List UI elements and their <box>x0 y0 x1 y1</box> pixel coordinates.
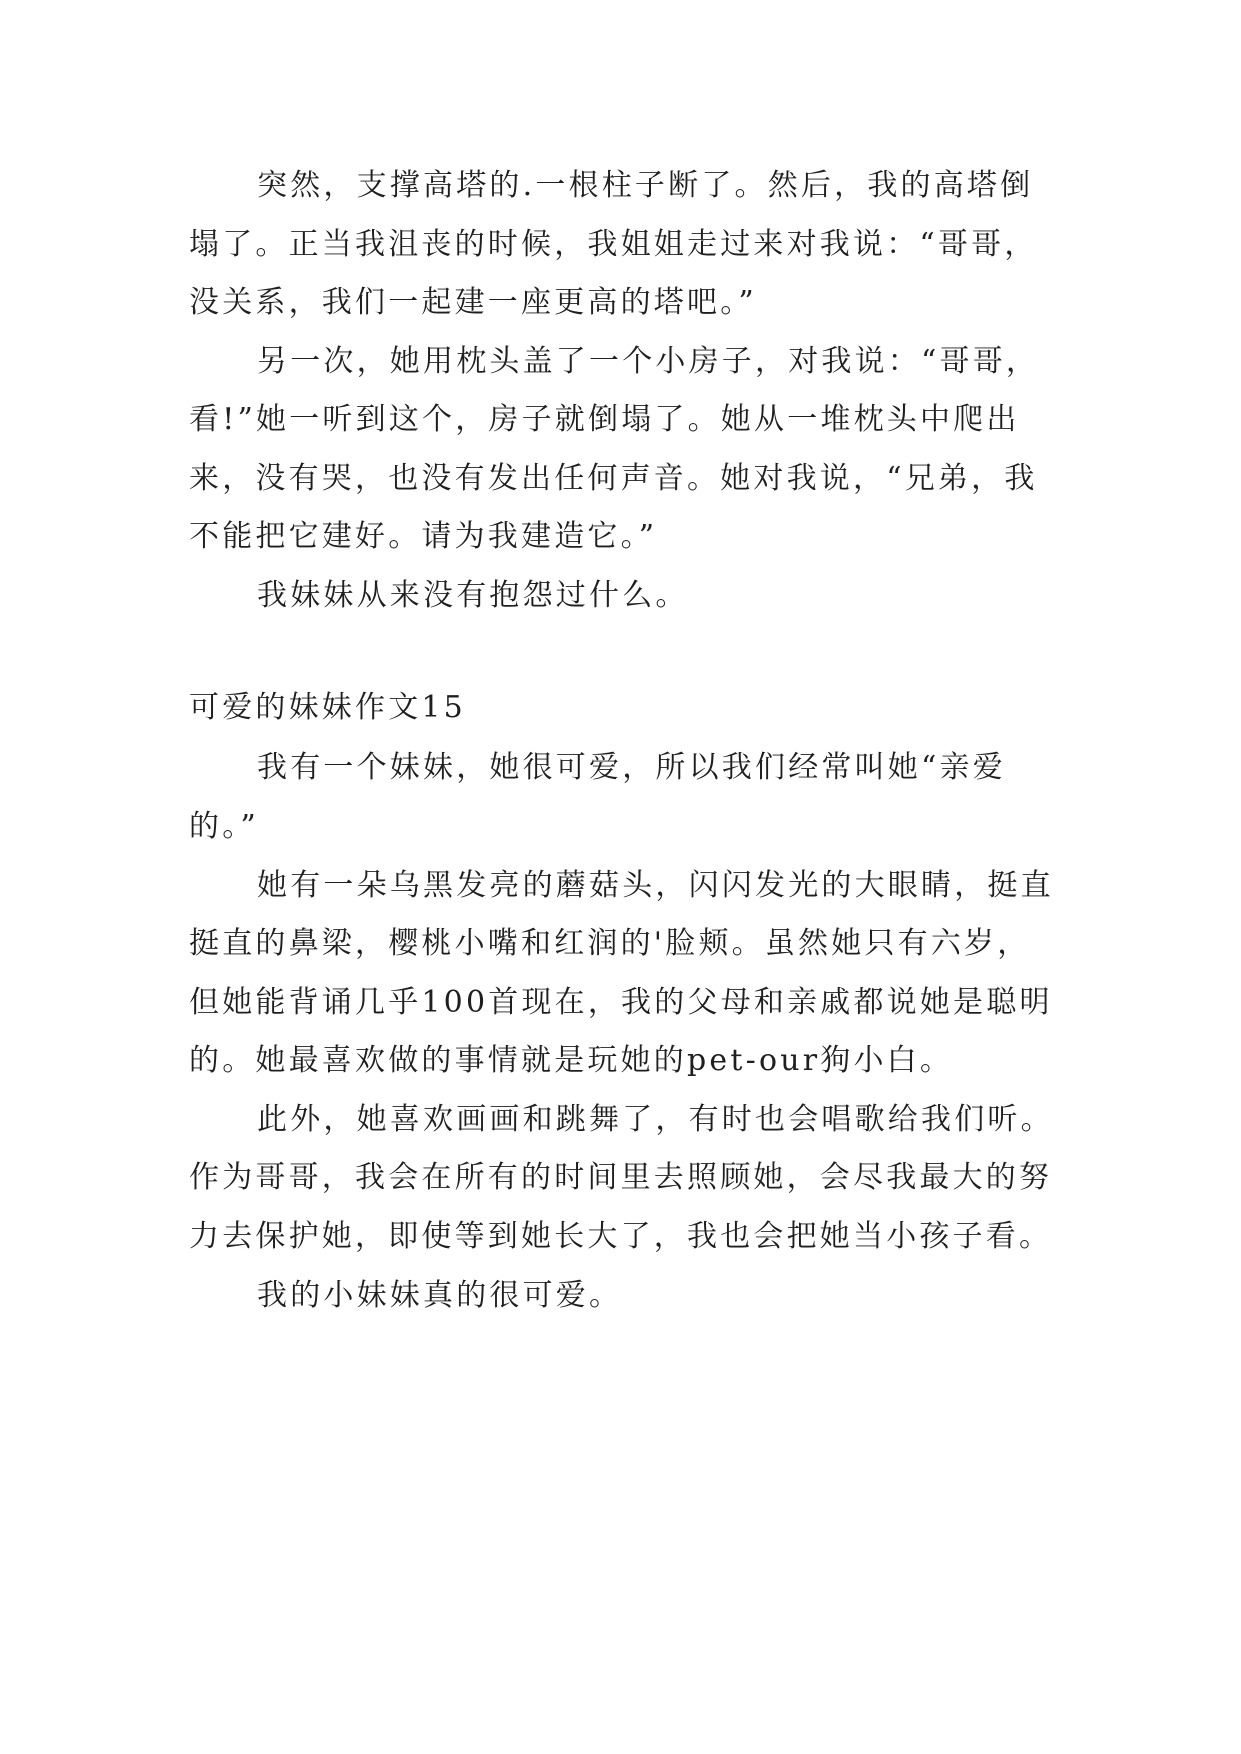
paragraph-2-line-1: 另一次，她用枕头盖了一个小房子，对我说：“哥哥， <box>257 344 1040 379</box>
paragraph-1-line-3: 没关系，我们一起建一座更高的塔吧。” <box>189 285 757 320</box>
paragraph-2-line-2: 看!”她一听到这个，房子就倒塌了。她从一堆枕头中爬出 <box>189 402 1020 437</box>
paragraph-4-line-2: 的。” <box>189 809 259 844</box>
paragraph-1-line-1: 突然，支撑高塔的.一根柱子断了。然后，我的高塔倒 <box>257 168 1034 203</box>
paragraph-7-line-1: 我的小妹妹真的很可爱。 <box>257 1278 623 1313</box>
paragraph-2-line-3: 来，没有哭，也没有发出任何声音。她对我说，“兄弟，我 <box>189 461 1038 496</box>
paragraph-5-line-2: 挺直的鼻梁，樱桃小嘴和红润的'脸颊。虽然她只有六岁， <box>189 926 1031 961</box>
paragraph-6-line-1: 此外，她喜欢画画和跳舞了，有时也会唱歌给我们听。 <box>257 1102 1054 1137</box>
paragraph-1-line-2: 塌了。正当我沮丧的时候，我姐姐走过来对我说：“哥哥， <box>189 227 1038 262</box>
paragraph-5-line-3: 但她能背诵几乎100首现在，我的父母和亲戚都说她是聪明 <box>189 985 1053 1020</box>
paragraph-6-line-3: 力去保护她，即使等到她长大了，我也会把她当小孩子看。 <box>189 1219 1053 1254</box>
paragraph-3-line-1: 我妹妹从来没有抱怨过什么。 <box>257 578 689 613</box>
paragraph-6-line-2: 作为哥哥，我会在所有的时间里去照顾她，会尽我最大的努 <box>189 1160 1053 1195</box>
paragraph-5-line-1: 她有一朵乌黑发亮的蘑菇头，闪闪发光的大眼睛，挺直 <box>257 868 1054 903</box>
paragraph-2-line-4: 不能把它建好。请为我建造它。” <box>189 519 658 554</box>
essay-heading: 可爱的妹妹作文15 <box>189 690 466 725</box>
paragraph-4-line-1: 我有一个妹妹，她很可爱，所以我们经常叫她“亲爱 <box>257 750 1006 785</box>
paragraph-5-line-4: 的。她最喜欢做的事情就是玩她的pet-our狗小白。 <box>189 1043 954 1078</box>
